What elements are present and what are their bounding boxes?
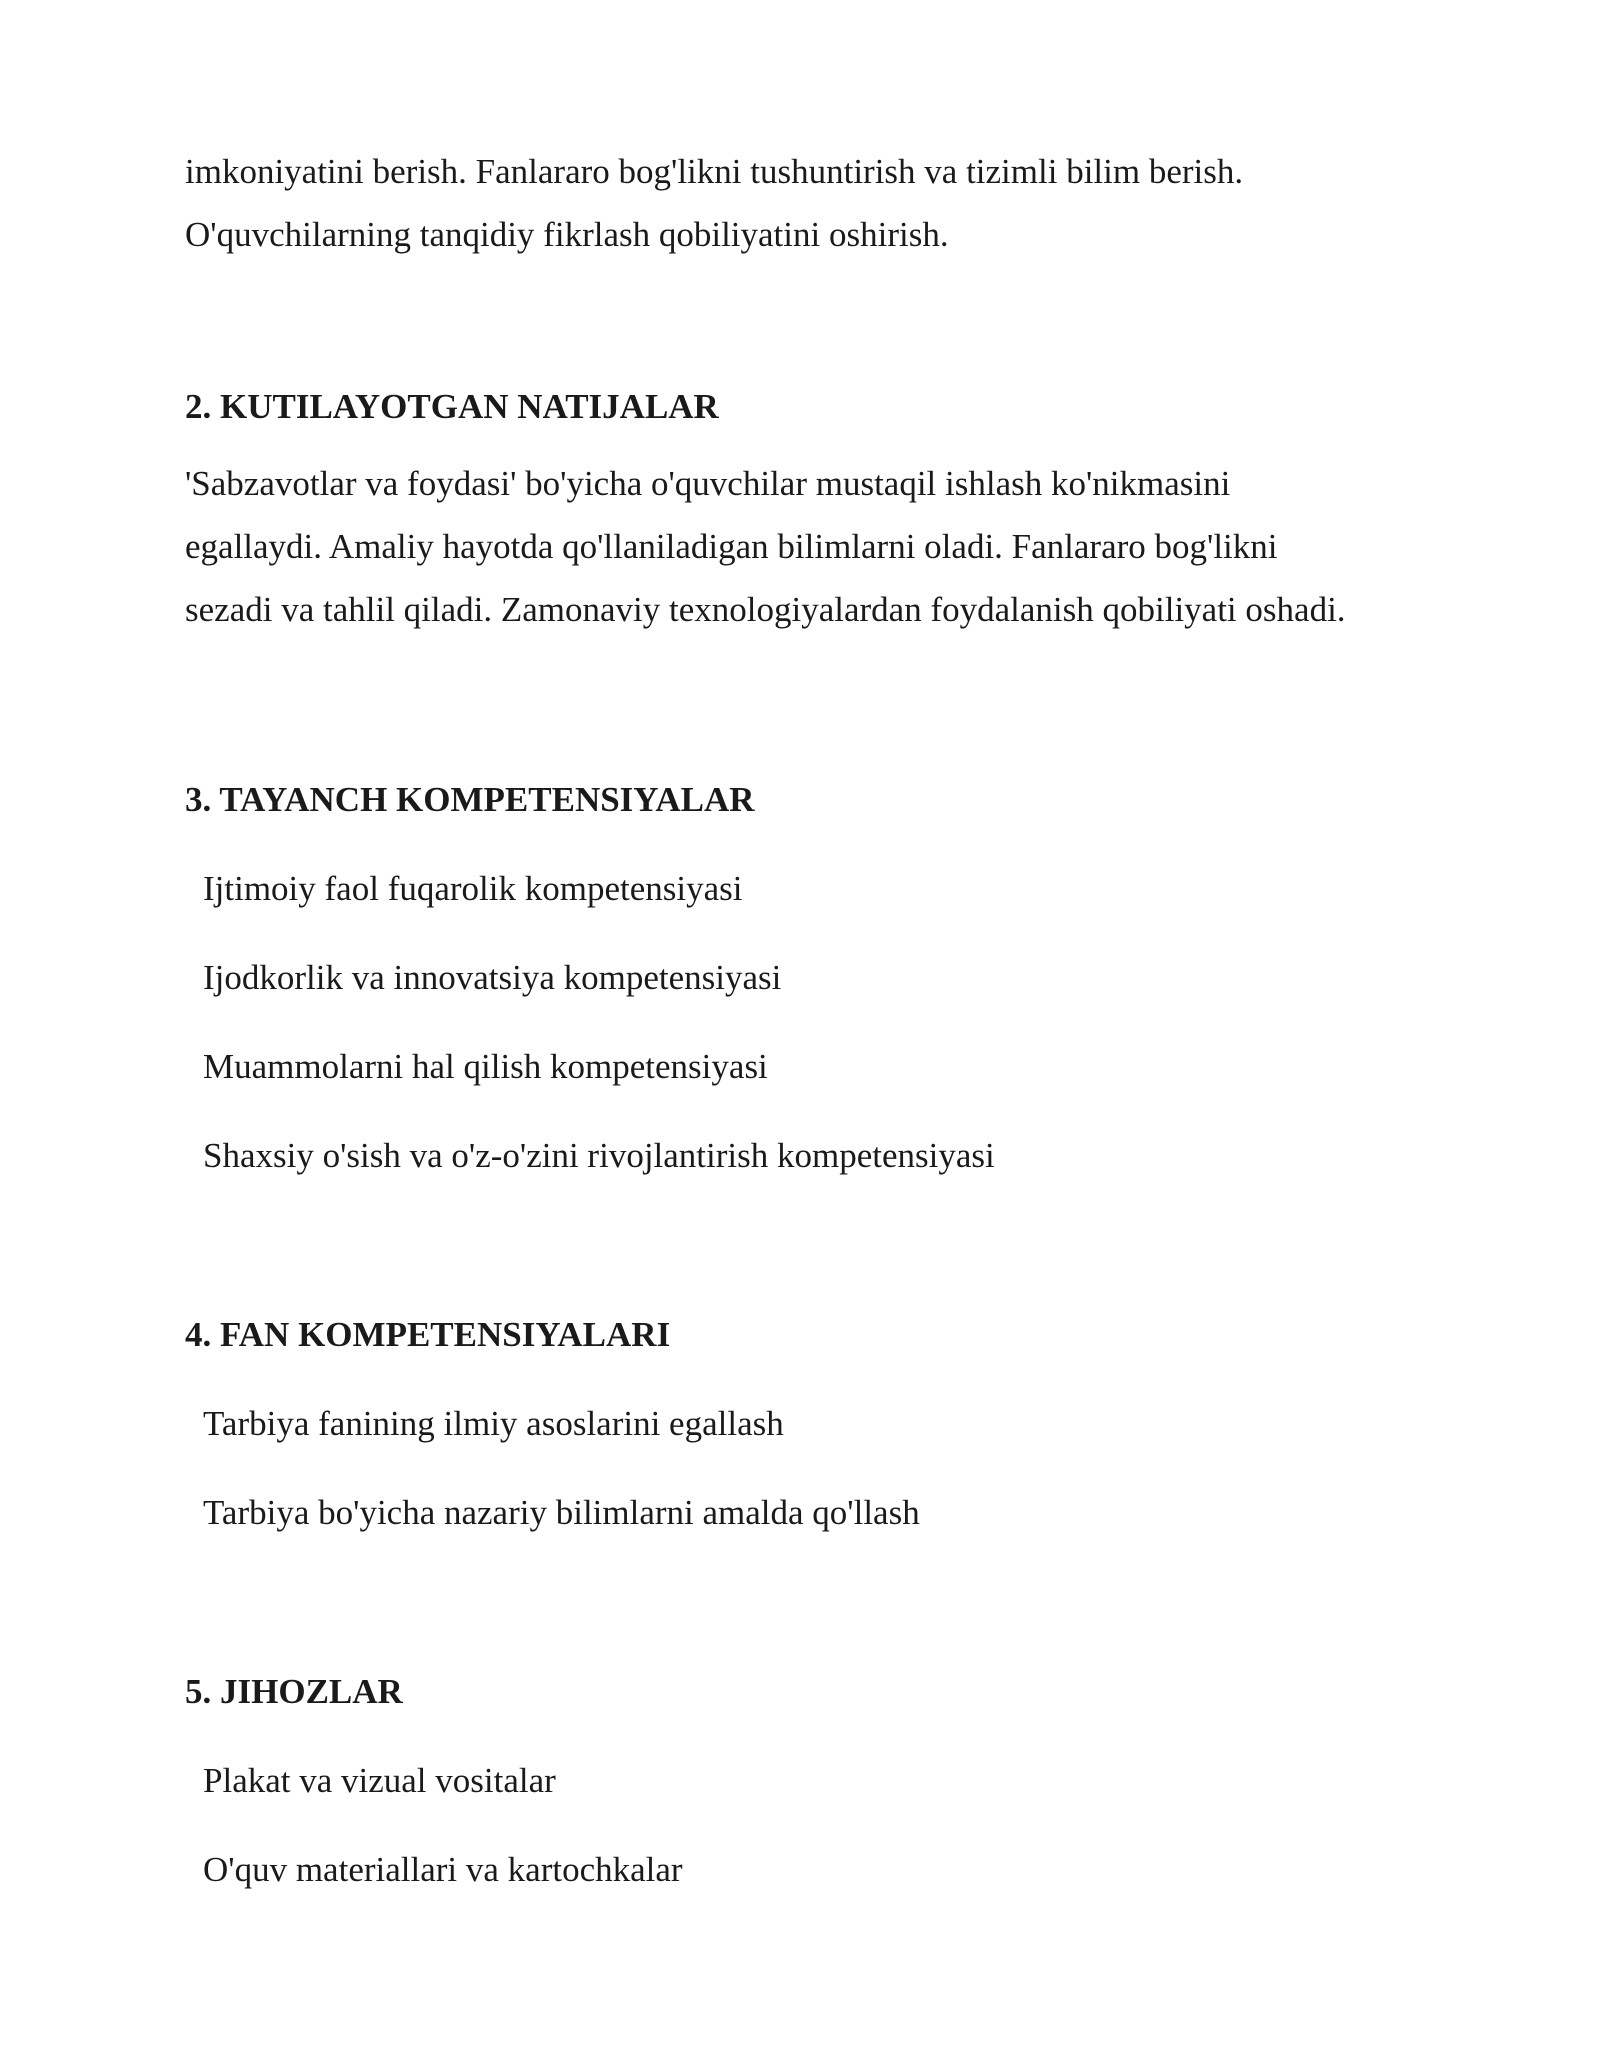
section-heading: 4. FAN KOMPETENSIYALARI: [185, 1315, 671, 1354]
section-expected-results: [185, 385, 1425, 641]
core-competencies-list: [185, 867, 1425, 1178]
intro-line-2: O'quvchilarning tanqidiy fikrlash qobiliyatini oshirish.: [185, 215, 949, 254]
section-equipment: [185, 1670, 1425, 1892]
list-item: O'quv materiallari va kartochkalar: [203, 1850, 683, 1889]
list-item: Plakat va vizual vositalar: [203, 1761, 556, 1800]
list-item: Muammolarni hal qilish kompetensiyasi: [203, 1047, 768, 1086]
subject-competencies-list: [185, 1402, 1425, 1535]
section-heading: 2. KUTILAYOTGAN NATIJALAR: [185, 387, 719, 426]
list-item: Tarbiya fanining ilmiy asoslarini egallash: [203, 1404, 784, 1443]
list-item: Ijodkorlik va innovatsiya kompetensiyasi: [203, 958, 782, 997]
results-line-1: 'Sabzavotlar va foydasi' bo'yicha o'quvchilar mustaqil ishlash ko'nikmasini: [185, 464, 1231, 503]
equipment-list: [185, 1759, 1425, 1892]
section-subject-competencies: [185, 1313, 1425, 1535]
results-paragraph: [185, 452, 1425, 641]
results-line-2: egallaydi. Amaliy hayotda qo'llaniladigan bilimlarni oladi. Fanlararo bog'likni: [185, 527, 1278, 566]
results-line-3: sezadi va tahlil qiladi. Zamonaviy texnologiyalardan foydalanish qobiliyati oshadi.: [185, 590, 1346, 629]
intro-line-1: imkoniyatini berish. Fanlararo bog'likni tushuntirish va tizimli bilim berish.: [185, 152, 1244, 191]
list-item: Ijtimoiy faol fuqarolik kompetensiyasi: [203, 869, 743, 908]
section-heading: 5. JIHOZLAR: [185, 1672, 403, 1711]
list-item: Tarbiya bo'yicha nazariy bilimlarni amalda qo'llash: [203, 1493, 920, 1532]
intro-paragraph: [185, 140, 1425, 266]
section-core-competencies: [185, 778, 1425, 1178]
section-heading: 3. TAYANCH KOMPETENSIYALAR: [185, 780, 755, 819]
list-item: Shaxsiy o'sish va o'z-o'zini rivojlantirish kompetensiyasi: [203, 1136, 995, 1175]
